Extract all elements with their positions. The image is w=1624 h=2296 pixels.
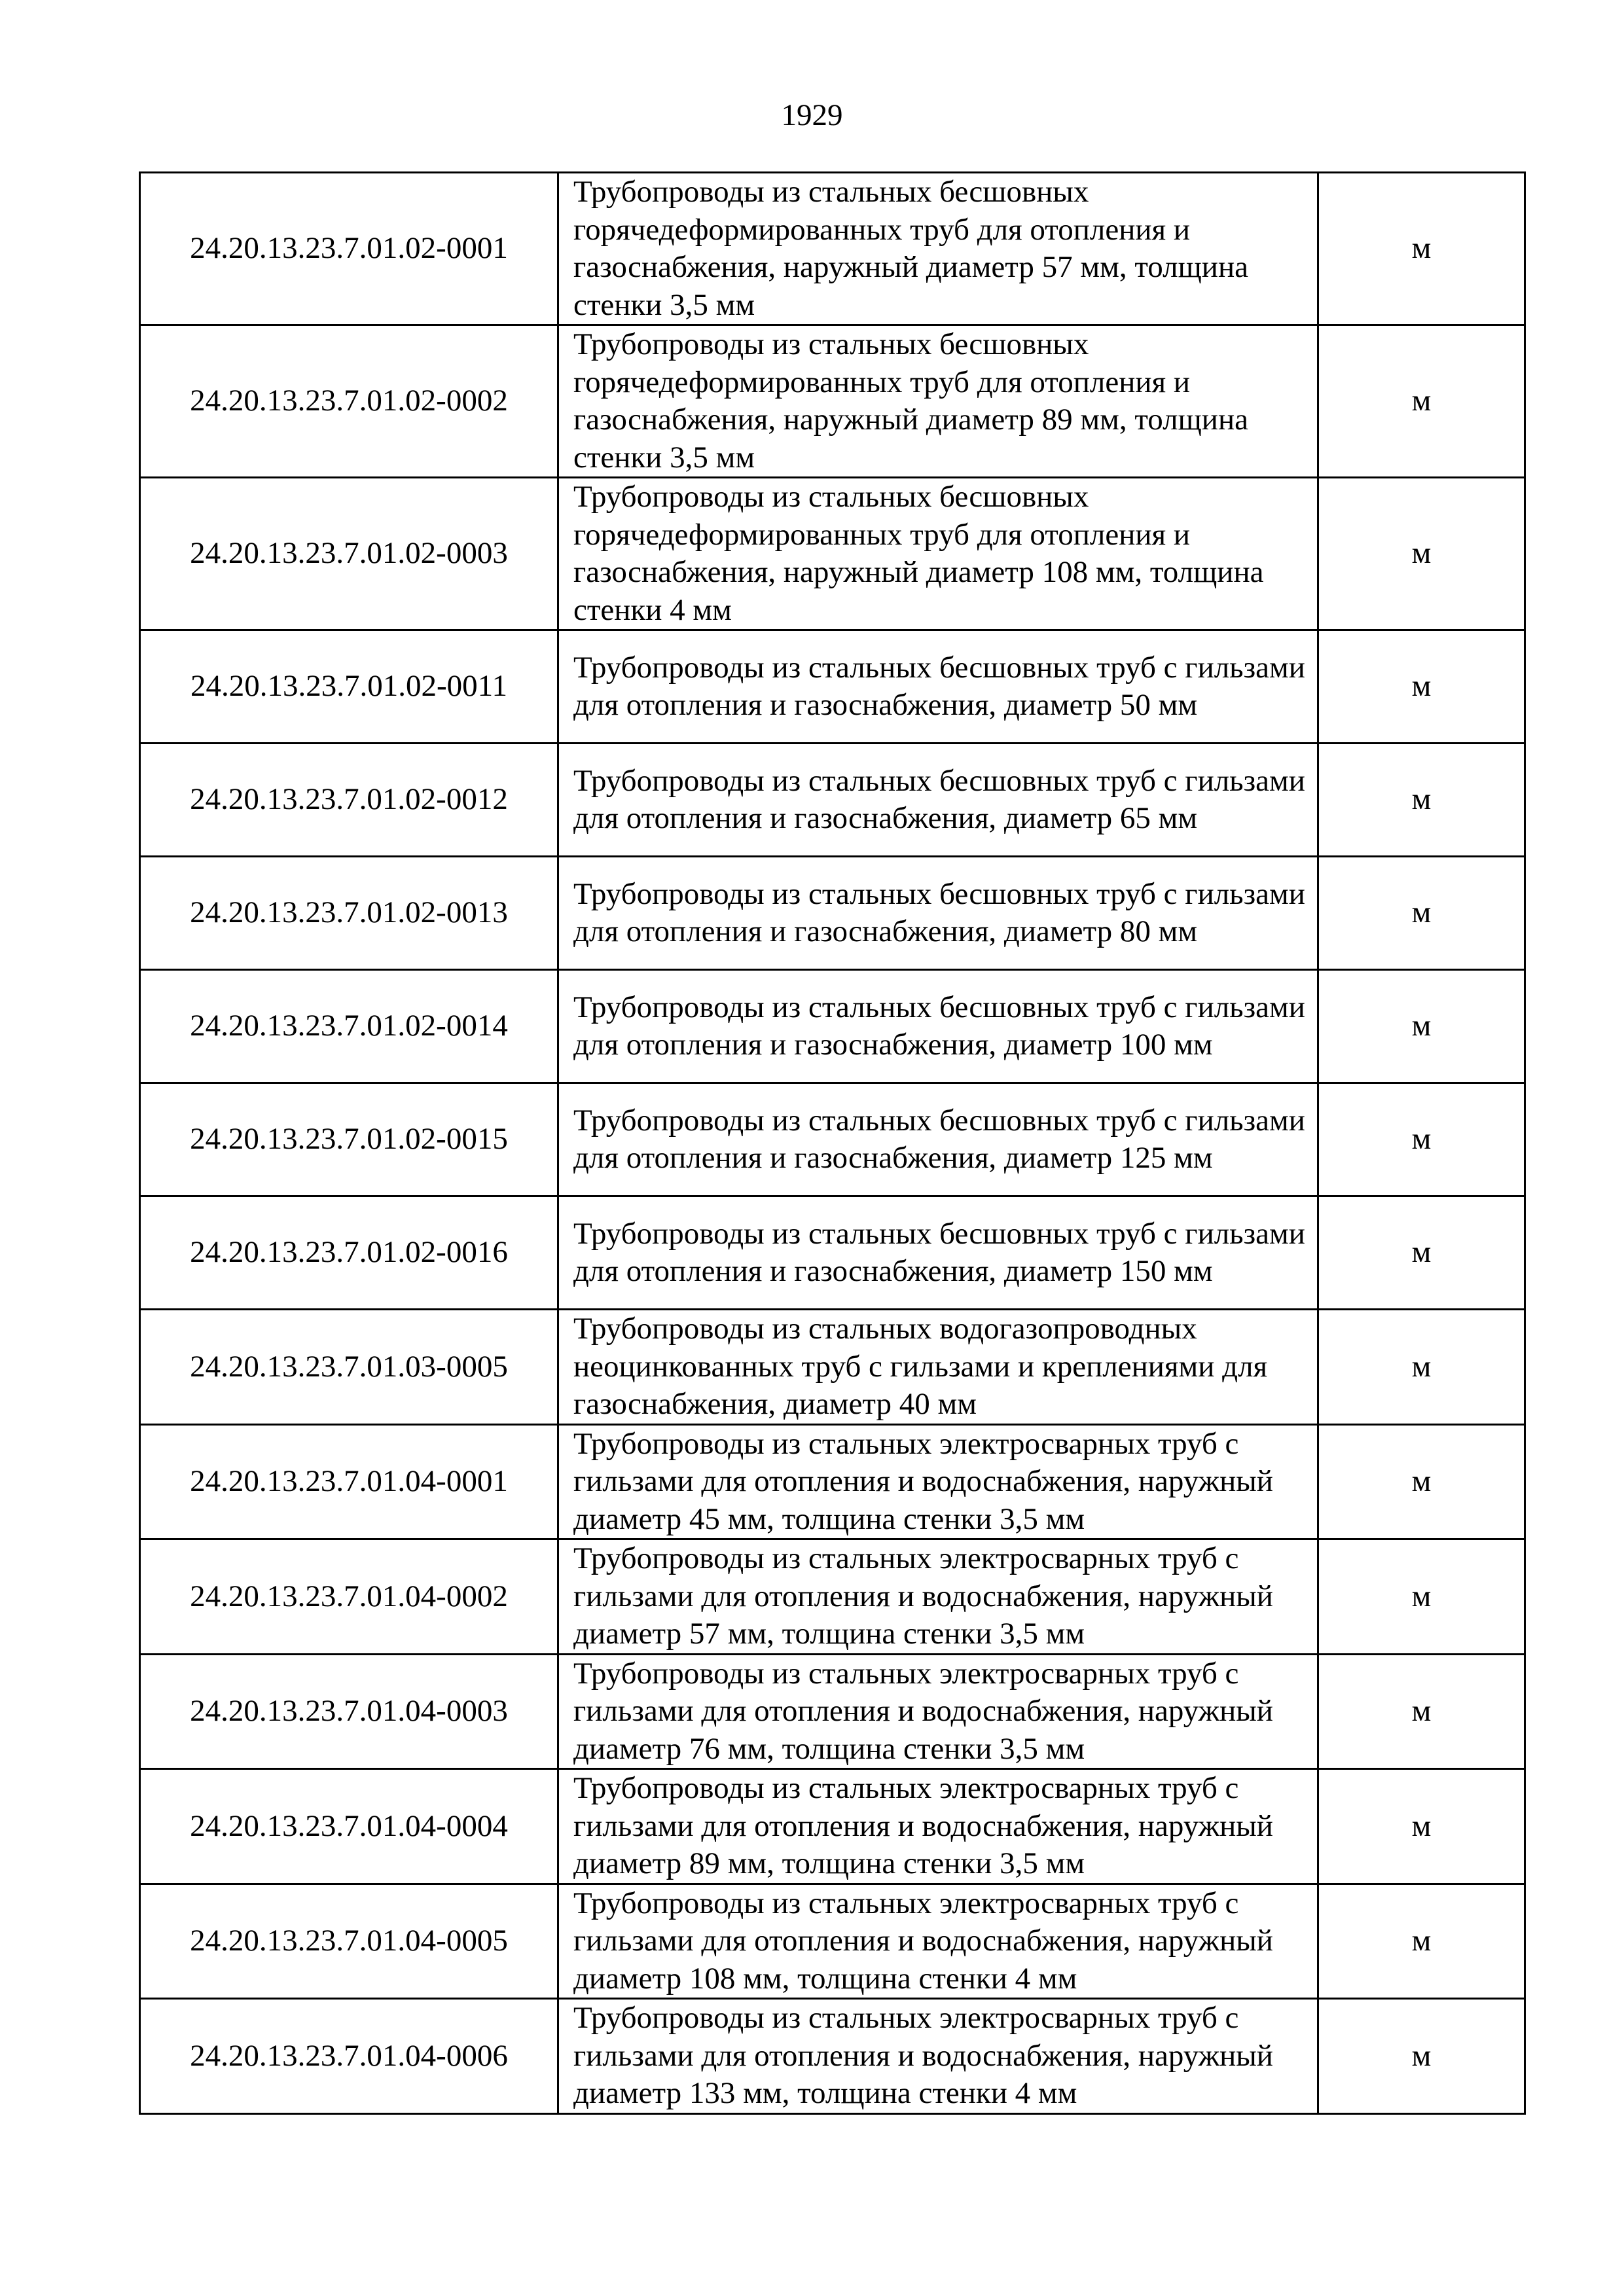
resource-catalog-table <box>139 171 1526 2115</box>
resource-code: 24.20.13.23.7.01.02-0011 <box>140 630 558 744</box>
table-row <box>140 1083 1525 1196</box>
unit-of-measure: м <box>1318 1196 1525 1310</box>
unit-of-measure: м <box>1318 1539 1525 1655</box>
resource-code: 24.20.13.23.7.01.02-0015 <box>140 1083 558 1196</box>
table-row <box>140 325 1525 478</box>
unit-of-measure: м <box>1318 1083 1525 1196</box>
resource-code: 24.20.13.23.7.01.02-0013 <box>140 857 558 970</box>
resource-description: Трубопроводы из стальных водогазопроводных неоцинкованных труб с гильзами и креплениями для газоснабжения, диаметр 40 мм <box>558 1310 1318 1425</box>
resource-code: 24.20.13.23.7.01.02-0001 <box>140 173 558 325</box>
unit-of-measure: м <box>1318 1999 1525 2114</box>
table-row <box>140 1310 1525 1425</box>
table-row <box>140 1196 1525 1310</box>
resource-description: Трубопроводы из стальных бесшовных труб с гильзами для отопления и газоснабжения, диаметр 150 мм <box>558 1196 1318 1310</box>
resource-description: Трубопроводы из стальных бесшовных труб с гильзами для отопления и газоснабжения, диаметр 65 мм <box>558 744 1318 857</box>
table-row <box>140 1654 1525 1769</box>
resource-code: 24.20.13.23.7.01.04-0005 <box>140 1884 558 1999</box>
unit-of-measure: м <box>1318 1654 1525 1769</box>
resource-code: 24.20.13.23.7.01.04-0004 <box>140 1769 558 1884</box>
resource-description: Трубопроводы из стальных бесшовных труб с гильзами для отопления и газоснабжения, диаметр 80 мм <box>558 857 1318 970</box>
page-number: 1929 <box>781 98 843 132</box>
unit-of-measure: м <box>1318 1769 1525 1884</box>
resource-code: 24.20.13.23.7.01.02-0016 <box>140 1196 558 1310</box>
table-row <box>140 857 1525 970</box>
unit-of-measure: м <box>1318 744 1525 857</box>
resource-description: Трубопроводы из стальных бесшовных труб с гильзами для отопления и газоснабжения, диаметр 50 мм <box>558 630 1318 744</box>
resource-description: Трубопроводы из стальных бесшовных труб с гильзами для отопления и газоснабжения, диаметр 125 мм <box>558 1083 1318 1196</box>
resource-code: 24.20.13.23.7.01.03-0005 <box>140 1310 558 1425</box>
unit-of-measure: м <box>1318 630 1525 744</box>
resource-code: 24.20.13.23.7.01.02-0014 <box>140 970 558 1083</box>
table-row <box>140 630 1525 744</box>
resource-description: Трубопроводы из стальных бесшовных горячедеформированных труб для отопления и газоснабжения, наружный диаметр 108 мм, толщина стенки 4 мм <box>558 478 1318 630</box>
resource-description: Трубопроводы из стальных электросварных труб с гильзами для отопления и водоснабжения, наружный диаметр 133 мм, толщина стенки 4 мм <box>558 1999 1318 2114</box>
resource-description: Трубопроводы из стальных бесшовных горячедеформированных труб для отопления и газоснабжения, наружный диаметр 57 мм, толщина стенки 3,5 мм <box>558 173 1318 325</box>
table-row <box>140 1999 1525 2114</box>
unit-of-measure: м <box>1318 173 1525 325</box>
table-row <box>140 1424 1525 1539</box>
table-row <box>140 478 1525 630</box>
resource-description: Трубопроводы из стальных электросварных труб с гильзами для отопления и водоснабжения, наружный диаметр 76 мм, толщина стенки 3,5 мм <box>558 1654 1318 1769</box>
resource-description: Трубопроводы из стальных бесшовных труб с гильзами для отопления и газоснабжения, диаметр 100 мм <box>558 970 1318 1083</box>
resource-description: Трубопроводы из стальных электросварных труб с гильзами для отопления и водоснабжения, наружный диаметр 45 мм, толщина стенки 3,5 мм <box>558 1424 1318 1539</box>
unit-of-measure: м <box>1318 1424 1525 1539</box>
resource-code: 24.20.13.23.7.01.02-0003 <box>140 478 558 630</box>
unit-of-measure: м <box>1318 1884 1525 1999</box>
table-row <box>140 173 1525 325</box>
resource-code: 24.20.13.23.7.01.02-0002 <box>140 325 558 478</box>
resource-description: Трубопроводы из стальных электросварных труб с гильзами для отопления и водоснабжения, наружный диаметр 57 мм, толщина стенки 3,5 мм <box>558 1539 1318 1655</box>
table-row <box>140 744 1525 857</box>
resource-code: 24.20.13.23.7.01.04-0001 <box>140 1424 558 1539</box>
table-row <box>140 1769 1525 1884</box>
unit-of-measure: м <box>1318 478 1525 630</box>
table-row <box>140 1884 1525 1999</box>
table-row <box>140 970 1525 1083</box>
unit-of-measure: м <box>1318 857 1525 970</box>
resource-description: Трубопроводы из стальных бесшовных горячедеформированных труб для отопления и газоснабжения, наружный диаметр 89 мм, толщина стенки 3,5 мм <box>558 325 1318 478</box>
unit-of-measure: м <box>1318 970 1525 1083</box>
unit-of-measure: м <box>1318 325 1525 478</box>
resource-description: Трубопроводы из стальных электросварных труб с гильзами для отопления и водоснабжения, наружный диаметр 89 мм, толщина стенки 3,5 мм <box>558 1769 1318 1884</box>
resource-code: 24.20.13.23.7.01.04-0006 <box>140 1999 558 2114</box>
resource-code: 24.20.13.23.7.01.04-0002 <box>140 1539 558 1655</box>
unit-of-measure: м <box>1318 1310 1525 1425</box>
resource-code: 24.20.13.23.7.01.04-0003 <box>140 1654 558 1769</box>
resource-code: 24.20.13.23.7.01.02-0012 <box>140 744 558 857</box>
resource-description: Трубопроводы из стальных электросварных труб с гильзами для отопления и водоснабжения, наружный диаметр 108 мм, толщина стенки 4 мм <box>558 1884 1318 1999</box>
table-row <box>140 1539 1525 1655</box>
